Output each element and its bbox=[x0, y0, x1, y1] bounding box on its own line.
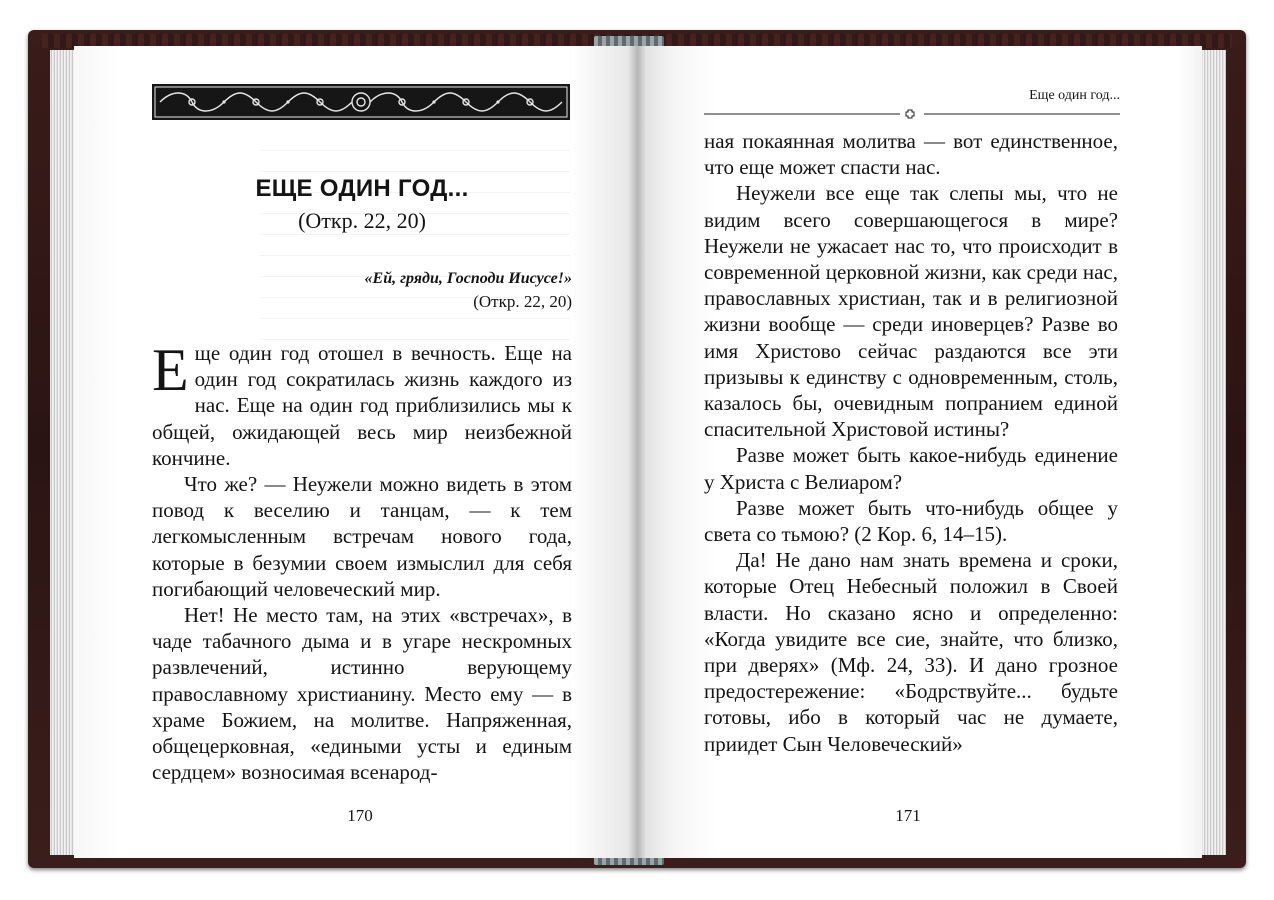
running-head: Еще один год... bbox=[1029, 88, 1120, 103]
paragraph: Да! Не дано нам знать времена и сроки, которые Отец Небесный положил в Своей власти. Но сказано ясно и определенно: «Когда увидите все сие, знайте, что близко, при дверях» (Мф. 24, 33). И дано грозное предостережение: «Бодрствуйте... будьте готовы, ибо в который час не думаете, приидет Сын Человеческий» bbox=[704, 548, 1118, 756]
show-through-texture bbox=[260, 130, 570, 350]
paragraph: Разве может быть что-нибудь общее у света со тьмою? (2 Кор. 6, 14–15). bbox=[704, 495, 1118, 547]
page-edges-right bbox=[1200, 50, 1226, 855]
epigraph-text: «Ей, гряди, Господи Иисусе!» bbox=[364, 270, 572, 287]
running-head-rule bbox=[704, 108, 1120, 120]
paragraph: Что же? — Неужели можно видеть в этом повод к веселию и танцам, — к тем легкомысленным встречам нового года, которые в безумии своем измыслил для себя погибающий человеческий мир. bbox=[152, 472, 572, 601]
paragraph: ная покаянная молитва — вот единственное, что еще может спасти нас. bbox=[704, 129, 1118, 180]
chapter-title: ЕЩЕ ОДИН ГОД... bbox=[255, 175, 469, 202]
right-page-body bbox=[704, 128, 1118, 757]
paragraph bbox=[152, 337, 572, 471]
page-number-right: 171 bbox=[895, 806, 921, 825]
book-gutter bbox=[628, 46, 646, 858]
page-number-left: 170 bbox=[347, 806, 373, 825]
paragraph: Разве может быть какое-нибудь единение у Христа с Велиаром? bbox=[704, 443, 1118, 494]
drop-cap: Е bbox=[152, 337, 189, 403]
paragraph: Нет! Не место там, на этих «встречах», в чаде табачного дыма и в угаре нескромных развлечений, истинно верующему православному христианину. Место ему — в храме Божием, на молитве. Напряженная, общецерковная, «едиными усты и единым сердцем» возносимая всенарод- bbox=[152, 603, 572, 785]
paragraph: Неужели все еще так слепы мы, что не видим всего совершающегося в мире? Неужели не ужасает нас то, что происходит в современной церковной жизни, как среди нас, православных христиан, так и в религиозной жизни вообще — среди иноверцев? Разве во имя Христово сейчас раздаются все эти призывы к единству с одновременным, столь, казалось бы, очевидным попранием единой спасительной Христовой истины? bbox=[704, 181, 1118, 442]
paragraph-text: ще один год отошел в вечность. Еще на один год сократилась жизнь каждого из нас. Еще на один год приблизились мы к общей, ожидающей весь мир неизбежной кончине. bbox=[152, 341, 572, 470]
page-edges-left bbox=[50, 50, 76, 855]
epigraph-reference: (Откр. 22, 20) bbox=[473, 292, 572, 311]
left-page-body bbox=[152, 337, 572, 785]
chapter-reference: (Откр. 22, 20) bbox=[298, 208, 426, 233]
ornament-header-band bbox=[152, 84, 570, 120]
